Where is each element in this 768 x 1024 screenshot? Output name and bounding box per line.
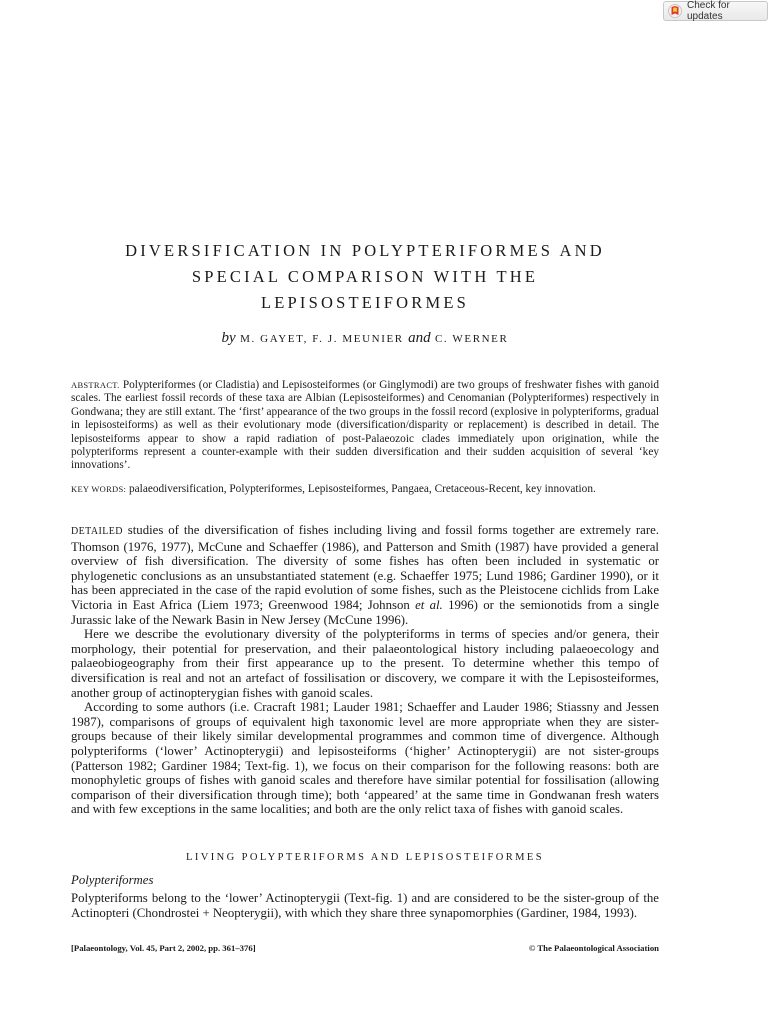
abstract bbox=[71, 379, 659, 473]
check-for-updates-label: Check for updates bbox=[687, 0, 730, 22]
body-paragraph-2: Here we describe the evolutionary diversity of the polypteriforms in terms of species and/or genera, their morphology, their potential for preservation, and their palaeontological history including palaeoecology and palaeobiogeography from their first appearance up to the present. To determine whether this tempo of diversification is real and not an artefact of fossilisation or discovery, we compare it with the Lepisosteiformes, another group of actinopterygian fishes with ganoid scales. bbox=[71, 627, 659, 700]
paragraph-lead-word: DETAILED bbox=[71, 526, 123, 537]
abstract-label: ABSTRACT. bbox=[71, 380, 120, 390]
check-for-updates-button[interactable] bbox=[663, 1, 768, 21]
title-line-2: SPECIAL COMPARISON WITH THE bbox=[191, 267, 539, 286]
key-words-label: KEY WORDS: bbox=[71, 484, 127, 494]
article-title bbox=[71, 238, 659, 316]
subsection-paragraph: Polypteriforms belong to the ‘lower’ Actinopterygii (Text-fig. 1) and are considered to be the sister-group of the Actinopteri (Chondrostei + Neopterygii), with which they share three synapomorphies (Gardiner, 1984, 1993). bbox=[71, 891, 659, 920]
abstract-text: Polypteriformes (or Cladistia) and Lepisosteiformes (or Ginglymodi) are two groups of freshwater fishes with ganoid scales. The earliest fossil records of these taxa are Albian (Lepisosteiformes) and Cenomanian (Polypteriformes) respectively in Gondwana; they are still extant. The ‘first’ appearance of the two groups in the fossil record (explosive in polypteriforms, gradual in lepisosteiforms) as well as their evolutionary mode (diversification/disparity or replacement) is described in detail. The lepisosteiforms appear to show a rapid radiation of post-Palaeozoic clades immediately upon origination, while the polypteriforms represent a counter-example with their sudden diversification and their sudden acquisition of several ‘key innovations’. bbox=[71, 379, 659, 472]
journal-citation: [Palaeontology, Vol. 45, Part 2, 2002, pp. 361–376] bbox=[71, 943, 256, 953]
title-line-1: DIVERSIFICATION IN POLYPTERIFORMES AND bbox=[125, 241, 605, 260]
body-paragraph-1 bbox=[71, 523, 659, 627]
article-body bbox=[71, 523, 659, 817]
copyright-notice: © The Palaeontological Association bbox=[528, 943, 659, 953]
author-byline bbox=[71, 330, 659, 347]
body-paragraph-1-text-a: studies of the diversification of fishes including living and fossil forms together are extremely rare. Thomson (1976, 1977), McCune and Schaeffer (1986), and Patterson and Smith (1987) have provided a general overview of fish diversification. The diversity of some fishes has often been included in systematic or phylogenetic conclusions as an unsubstantiated statement (e.g. Schaeffer 1975; Lund 1986; Gardiner 1990), or it has been appreciated in the case of the rapid evolution of some fishes, such as the Pleistocene cichlids from Lake Victoria in East Africa (Liem 1973; Greenwood 1984; Johnson bbox=[71, 523, 660, 612]
check-for-updates-icon bbox=[668, 4, 682, 18]
subsection-heading: Polypteriformes bbox=[71, 873, 154, 887]
title-line-3: LEPISOSTEIFORMES bbox=[261, 293, 469, 312]
key-words-text: palaeodiversification, Polypteriformes, Lepisosteiformes, Pangaea, Cretaceous-Recent, key innovation. bbox=[129, 483, 596, 495]
body-paragraph-1-text-b: 1996) or the semionotids from a single Jurassic lake of the Newark Basin in New Jersey (McCune 1996). bbox=[71, 597, 660, 627]
body-paragraph-3: According to some authors (i.e. Cracraft 1981; Lauder 1981; Schaeffer and Lauder 1986; Stiassny and Jessen 1987), comparisons of groups of equivalent high taxonomic level are more appropriate when they are sister-groups because of their likely similar developmental programmes and common time of divergence. Although polypteriforms (‘lower’ Actinopterygii) and lepisosteiforms (‘higher’ Actinopterygii) are not sister-groups (Patterson 1982; Gardiner 1984; Text-fig. 1), we focus on their comparison for the following reasons: both are monophyletic groups of fishes with ganoid scales and therefore have similar potential for fossilisation (allowing comparison of their diversification through time); both ‘appeared’ at the same time in Gondwanan fresh waters and with few exceptions in the same localities; and both are the only relict taxa of fishes with ganoid scales. bbox=[71, 700, 659, 817]
byline-authors: M. GAYET, F. J. MEUNIER bbox=[240, 333, 404, 345]
page-footer bbox=[71, 943, 659, 953]
byline-by: by bbox=[221, 330, 236, 346]
key-words bbox=[71, 483, 659, 496]
et-al: et al. bbox=[415, 597, 443, 612]
byline-author-3: C. WERNER bbox=[434, 333, 509, 345]
byline-and: and bbox=[408, 330, 431, 346]
section-heading: LIVING POLYPTERIFORMS AND LEPISOSTEIFORMES bbox=[186, 852, 544, 863]
